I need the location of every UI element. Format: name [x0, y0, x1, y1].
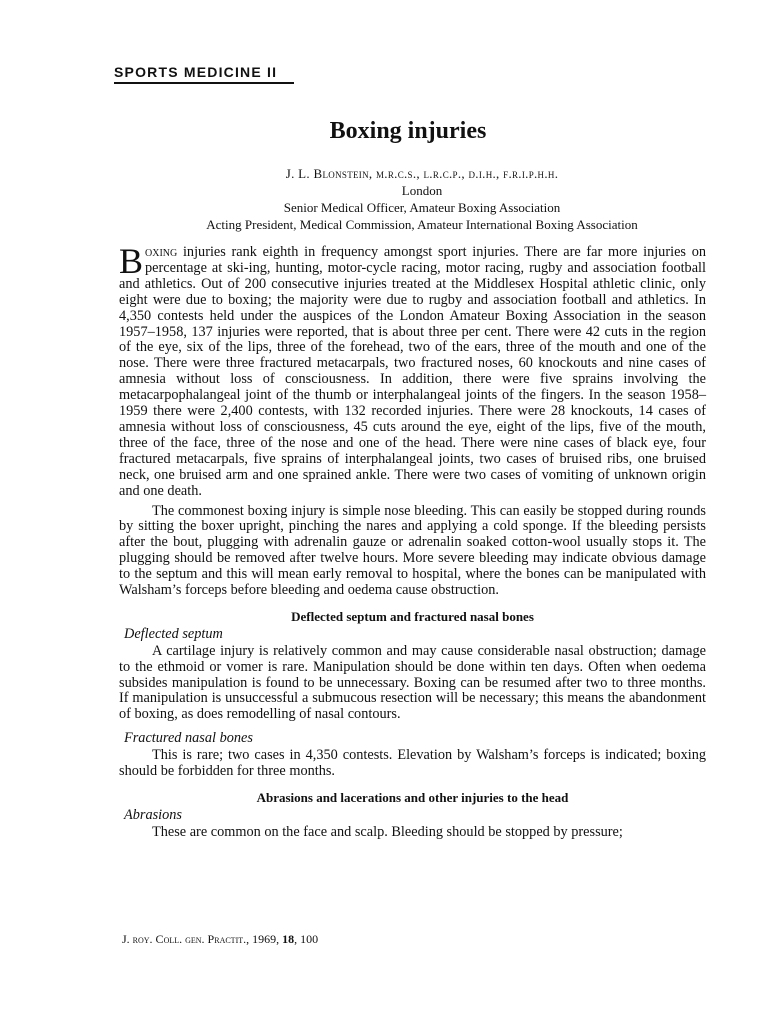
drop-cap: B — [119, 241, 144, 281]
paragraph-3: A cartilage injury is relatively common and may cause considerable nasal obstruction; damage to the ethmoid or vomer is rare. Manipulation should be done within ten days. Often when oedema subsides manipulation is found to be unnecessary. Boxing can be resumed after two to three months. If manipulation is unsuccessful a submucous resection will be necessary; this means the abandonment of boxing, as does remodelling of nasal contours. — [119, 642, 706, 723]
journal-citation — [122, 932, 318, 947]
section-heading-nasal: Deflected septum and fractured nasal bones — [291, 608, 534, 624]
journal-volume: 18 — [282, 932, 295, 946]
journal-year: 1969, — [249, 932, 283, 946]
subheading-fractured-nasal-bones: Fractured nasal bones — [124, 730, 253, 747]
author-role-2: Acting President, Medical Commission, Amateur International Boxing Association — [206, 217, 638, 232]
author-name: J. L. Blonstein, m.r.c.s., l.r.c.p., d.i.h., f.r.i.p.h.h. — [285, 166, 559, 181]
paragraph-1 — [119, 241, 706, 500]
running-head: SPORTS MEDICINE II — [114, 64, 294, 84]
paragraph-5: These are common on the face and scalp. Bleeding should be stopped by pressure; — [152, 823, 623, 840]
author-location: London — [401, 183, 443, 198]
section-heading-abrasions: Abrasions and lacerations and other injuries to the head — [256, 790, 569, 805]
paragraph-1-text: injuries rank eighth in frequency amongst sport injuries. There are far more injuries on percentage at ski-ing, hunting, motor-cycle racing, motor racing, rugby and association football and athletics. Out of 200 consecutive injuries treated at the Middlesex Hospital athletic clinic, only eight were due to boxing; the majority were due to rugby and association football and athletics. In 4,350 contests held under the auspices of the London Amateur Boxing Association in the season 1957–1958, 137 injuries were reported, that is about three per cent. There were 42 cuts in the region of the eye, six of the lips, three of the forehead, two of the ears, three of the mouth and one of the nose. There were three fractured metacarpals, two fractured noses, 60 knockouts and nine cases of amnesia without loss of consciousness. In addition, there were five sprains involving the metacarpophalangeal joint of the thumb or interphalangeal joints of the fingers. In the season 1958–1959 there were 2,400 contests, with 132 recorded injuries. There were 28 knockouts, 14 cases of amnesia without loss of consciousness, 45 cuts around the eye, eight of the lips, five of the mouth, three of the face, three of the nose and one of the head. There were nine cases of black eye, four fractured metacarpals, five sprains of interphalangeal joints, two cases of bruised ribs, one bruised neck, one bruised arm and one sprained ankle. There were two cases of vomiting of unknown origin and one death. — [119, 244, 706, 499]
article-title: Boxing injuries — [329, 118, 487, 144]
subheading-deflected-septum: Deflected septum — [124, 625, 223, 642]
paragraph-2: The commonest boxing injury is simple nose bleeding. This can easily be stopped during rounds by sitting the boxer upright, pinching the nares and applying a cold sponge. If the bleeding persists after the bout, plugging with adrenalin gauze or adrenalin soaked cotton-wool usually stops it. The plugging should be removed after twelve hours. More severe bleeding may indicate obvious damage to the septum and this will mean early removal to hospital, where the bones can be manipulated with Walsham’s forceps before bleeding and oedema cause obstruction. — [119, 502, 706, 599]
lead-word: oxing — [145, 244, 178, 260]
byline — [122, 165, 722, 233]
journal-name: J. roy. Coll. gen. Practit., — [122, 932, 250, 946]
paragraph-4: This is rare; two cases in 4,350 contests. Elevation by Walsham’s forceps is indicated; boxing should be forbidden for three months. — [119, 747, 706, 780]
article-body — [119, 241, 706, 841]
subheading-abrasions: Abrasions — [124, 806, 182, 823]
journal-page: , 100 — [294, 932, 319, 946]
author-role-1: Senior Medical Officer, Amateur Boxing Association — [283, 200, 561, 215]
